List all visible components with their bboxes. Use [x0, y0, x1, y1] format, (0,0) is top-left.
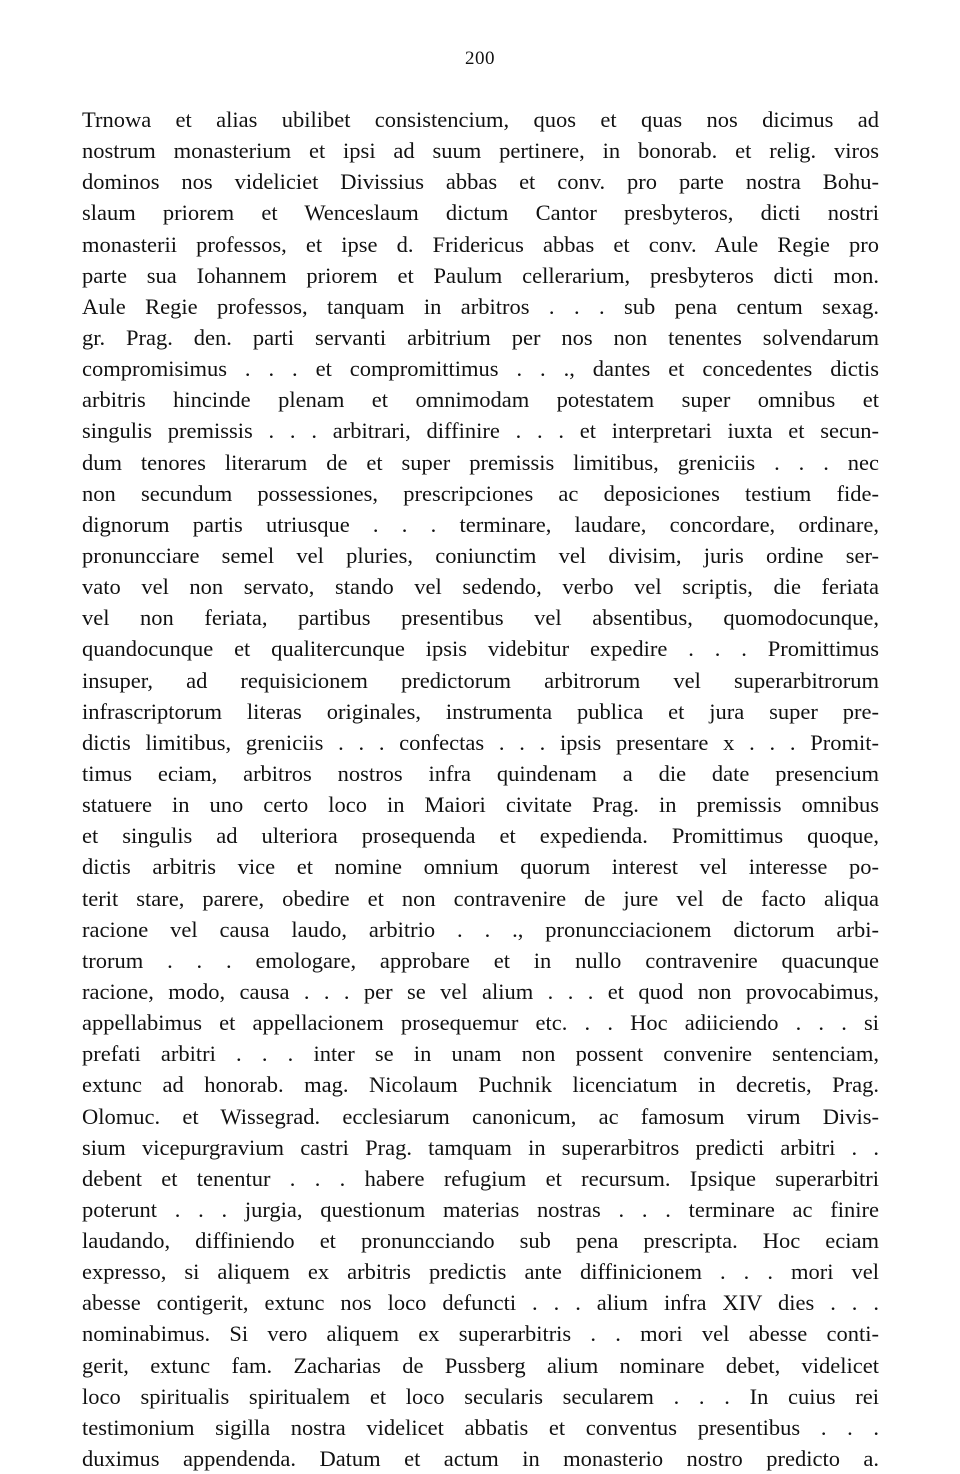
text-line: dictis arbitris vice et nomine omnium quorum interest vel interesse po-: [82, 854, 879, 880]
text-line: vel non feriata, partibus presentibus vel absentibus, quomodocunque,: [82, 605, 879, 631]
text-line: extunc ad honorab. mag. Nicolaum Puchnik licenciatum in decretis, Prag.: [82, 1072, 879, 1098]
text-line: parte sua Iohannem priorem et Paulum cellerarium, presbyteros dicti mon.: [82, 262, 879, 288]
text-line: laudando, diffiniendo et pronuncciando sub pena prescripta. Hoc eciam: [82, 1228, 879, 1254]
text-line: terit stare, parere, obedire et non contravenire de jure vel de facto aliqua: [82, 885, 879, 911]
text-line: duximus appendenda. Datum et actum in monasterio nostro predicto a.: [82, 1446, 879, 1472]
text-line: dum tenores literarum de et super premissis limitibus, greniciis . . . nec: [82, 449, 879, 475]
text-line: singulis premissis . . . arbitrari, diffinire . . . et interpretari iuxta et secun-: [82, 418, 879, 444]
body-text: [82, 104, 879, 1474]
text-line: monasterii professos, et ipse d. Fridericus abbas et conv. Aule Regie pro: [82, 231, 879, 257]
text-line: compromisimus . . . et compromittimus . . ., dantes et concedentes dictis: [82, 356, 879, 382]
text-line: Olomuc. et Wissegrad. ecclesiarum canonicum, ac famosum virum Divis-: [82, 1103, 879, 1129]
text-line: slaum priorem et Wenceslaum dictum Cantor presbyteros, dicti nostri: [82, 200, 879, 226]
text-line: racione vel causa laudo, arbitrio . . ., pronuncciacionem dictorum arbi-: [82, 916, 879, 942]
text-line: insuper, ad requisicionem predictorum arbitrorum vel superarbitrorum: [82, 667, 879, 693]
text-line: et singulis ad ulteriora prosequenda et expedienda. Promittimus quoque,: [82, 823, 879, 849]
text-line: arbitris hincinde plenam et omnimodam potestatem super omnibus et: [82, 387, 879, 413]
page-number: 200: [465, 48, 495, 69]
text-line: timus eciam, arbitros nostros infra quindenam a die date presencium: [82, 760, 879, 786]
text-line: loco spiritualis spiritualem et loco secularis secularem . . . In cuius rei: [82, 1383, 879, 1409]
text-line: debent et tenentur . . . habere refugium et recursum. Ipsique superarbitri: [82, 1165, 879, 1191]
text-line: nostrum monasterium et ipsi ad suum pertinere, in bonorab. et relig. viros: [82, 138, 879, 164]
text-line: sium vicepurgravium castri Prag. tamquam in superarbitros predicti arbitri . .: [82, 1134, 879, 1160]
text-line: Trnowa et alias ubilibet consistencium, quos et quas nos dicimus ad: [82, 107, 879, 132]
text-line: statuere in uno certo loco in Maiori civitate Prag. in premissis omnibus: [82, 792, 879, 818]
text-line: gerit, extunc fam. Zacharias de Pussberg alium nominare debet, videlicet: [82, 1352, 879, 1378]
text-line: appellabimus et appellacionem prosequemur etc. . . Hoc adiiciendo . . . si: [82, 1010, 879, 1036]
text-line: Aule Regie professos, tanquam in arbitros . . . sub pena centum sexag.: [82, 293, 879, 319]
text-line: prefati arbitri . . . inter se in unam non possent convenire sentenciam,: [82, 1041, 879, 1067]
text-line: trorum . . . emologare, approbare et in nullo contravenire quacunque: [82, 947, 879, 973]
text-line: dignorum partis utriusque . . . terminare, laudare, concordare, ordinare,: [82, 511, 879, 537]
text-line: poterunt . . . jurgia, questionum materias nostras . . . terminare ac finire: [82, 1196, 879, 1222]
text-line: abesse contigerit, extunc nos loco defuncti . . . alium infra XIV dies . . .: [82, 1290, 879, 1316]
text-line: expresso, si aliquem ex arbitris predictis ante diffinicionem . . . mori vel: [82, 1259, 879, 1285]
text-line: non secundum possessiones, prescripciones ac deposiciones testium fide-: [82, 480, 879, 506]
text-line: dominos nos videliciet Divissius abbas et conv. pro parte nostra Bohu-: [82, 169, 879, 195]
text-line: testimonium sigilla nostra videlicet abbatis et conventus presentibus . . .: [82, 1414, 879, 1440]
text-line: dictis limitibus, greniciis . . . confectas . . . ipsis presentare x . . . Promit-: [82, 729, 879, 755]
text-line: infrascriptorum literas originales, instrumenta publica et jura super pre-: [82, 698, 879, 724]
text-line: racione, modo, causa . . . per se vel alium . . . et quod non provocabimus,: [82, 978, 879, 1004]
text-line: nominabimus. Si vero aliquem ex superarbitris . . mori vel abesse conti-: [82, 1321, 879, 1347]
text-line: quandocunque et qualitercunque ipsis videbitur expedire . . . Promittimus: [82, 636, 879, 662]
text-line: vato vel non servato, stando vel sedendo, verbo vel scriptis, die feriata: [82, 574, 879, 600]
text-line: gr. Prag. den. parti servanti arbitrium per nos non tenentes solvendarum: [82, 324, 879, 350]
text-line: pronuncciare semel vel pluries, coniunctim vel divisim, juris ordine ser-: [82, 542, 879, 568]
